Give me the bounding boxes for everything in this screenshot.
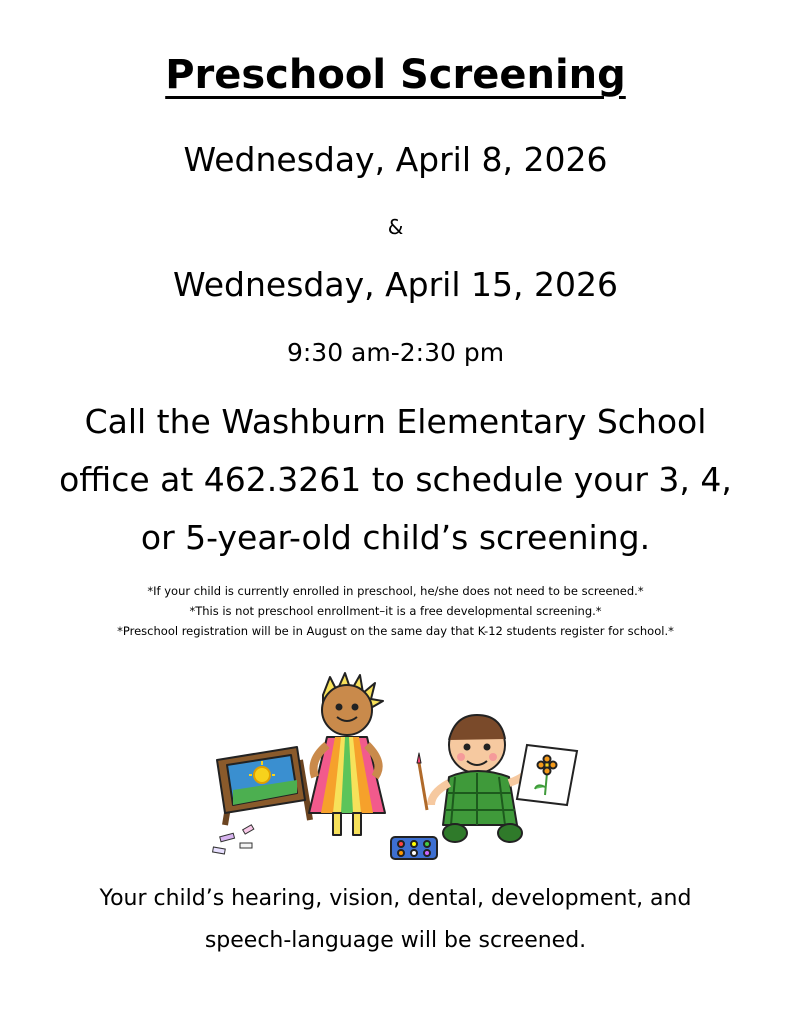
first-screening-date: Wednesday, April 8, 2026 <box>183 140 608 179</box>
right-child-icon <box>417 715 533 842</box>
flyer-title: Preschool Screening <box>165 52 626 98</box>
note-line: *This is not preschool enrollment–it is a free developmental screening.* <box>189 604 602 618</box>
call-instruction-line: office at 462.3261 to schedule your 3, 4, <box>59 460 732 499</box>
screening-areas-line: Your child’s hearing, vision, dental, development, and <box>99 886 692 911</box>
second-screening-date: Wednesday, April 15, 2026 <box>173 265 618 304</box>
call-instruction-line: or 5-year-old child’s screening. <box>140 518 651 557</box>
note-line: *If your child is currently enrolled in preschool, he/she does not need to be screened.* <box>147 584 644 598</box>
call-instruction-line: Call the Washburn Elementary School <box>84 402 707 441</box>
flower-drawing-icon <box>517 745 577 805</box>
note-line: *Preschool registration will be in August on the same day that K-12 students register for school.* <box>117 624 674 638</box>
left-child-icon <box>309 673 385 835</box>
chalk-icon <box>213 825 254 854</box>
easel-icon <box>217 747 310 825</box>
paint-palette-icon <box>391 837 437 859</box>
ampersand: & <box>387 215 404 239</box>
screening-time: 9:30 am-2:30 pm <box>286 338 505 367</box>
children-painting-icon <box>205 665 600 865</box>
screening-areas-line: speech-language will be screened. <box>204 928 587 953</box>
